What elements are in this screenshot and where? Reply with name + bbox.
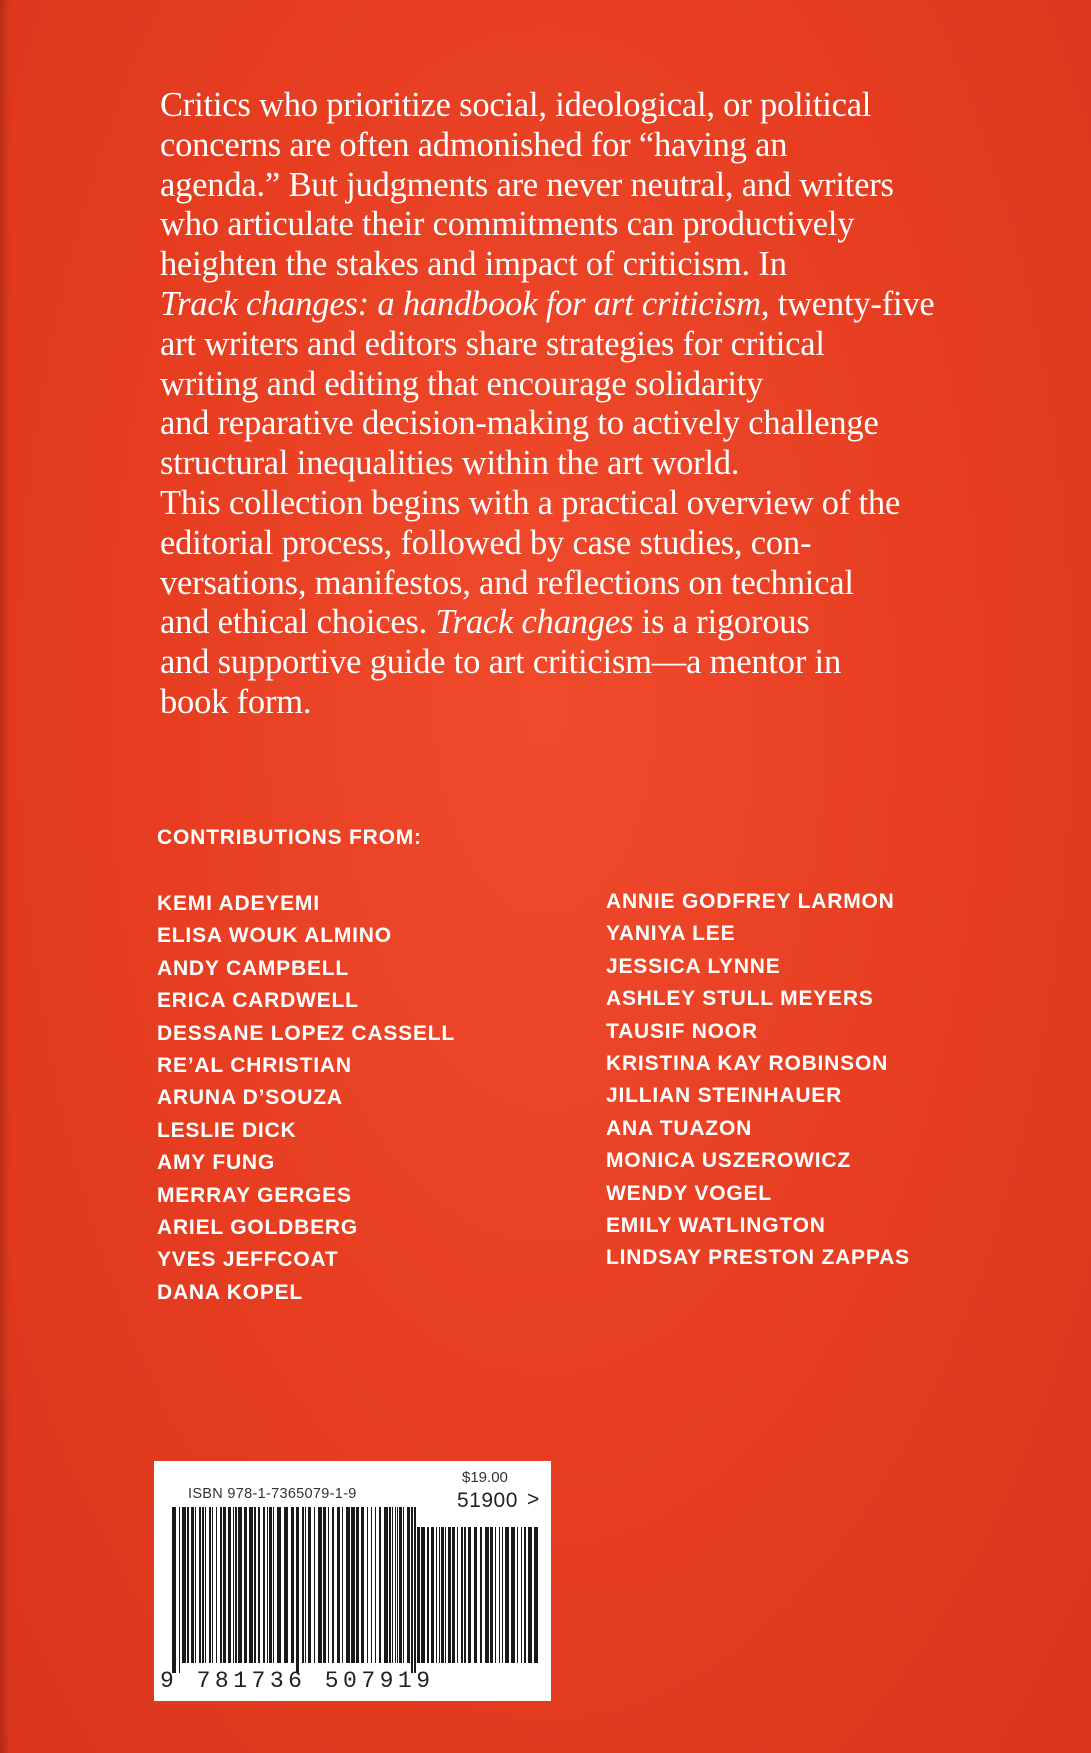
barcode-bar — [291, 1507, 294, 1663]
blurb-text-run: versations, manifestos, and reflections on technical — [160, 563, 854, 602]
contributor-name: KEMI ADEYEMI — [157, 892, 320, 915]
barcode-bar — [439, 1527, 440, 1663]
contributor-name: DANA KOPEL — [157, 1280, 304, 1304]
barcode-bar — [375, 1507, 376, 1663]
barcode-bar — [244, 1507, 247, 1663]
barcode-bar — [524, 1527, 526, 1663]
barcode-bar — [427, 1527, 429, 1663]
contributor-name: ANNIE GODFREY LARMON — [606, 890, 895, 913]
contributor-name: ELISA WOUK ALMINO — [157, 924, 392, 948]
barcode-bar — [195, 1507, 196, 1663]
barcode-bar — [464, 1527, 466, 1663]
blurb-line — [160, 285, 1000, 325]
barcode-bar — [332, 1507, 334, 1663]
contributor-name: WENDY VOGEL — [606, 1181, 772, 1205]
blurb-line — [160, 484, 1000, 524]
blurb-text-run: concerns are often admonished for “having an — [160, 125, 788, 164]
barcode-bar — [318, 1507, 322, 1663]
blurb-title-italic: Track changes: a handbook for art criticism — [160, 284, 761, 323]
blurb-text-run: heighten the stakes and impact of criticism. In — [160, 245, 787, 284]
barcode-bar — [534, 1527, 538, 1663]
barcode-bar — [490, 1527, 493, 1663]
blurb-text-run: is a rigorous — [633, 603, 810, 642]
contributor-name: RE’AL CHRISTIAN — [157, 1054, 352, 1078]
contributor-name: ANA TUAZON — [606, 1116, 753, 1140]
barcode-bar — [235, 1507, 237, 1663]
blurb-line — [160, 126, 1000, 166]
blurb-line — [160, 86, 1000, 126]
contributor-name: ARUNA D’SOUZA — [157, 1086, 343, 1110]
blurb-text-run: This collection begins with a practical overview of the — [160, 483, 901, 522]
barcode-bar — [249, 1507, 253, 1663]
barcode-bar — [480, 1527, 482, 1663]
barcode-icon — [170, 1507, 420, 1673]
contributor-name: TAUSIF NOOR — [606, 1019, 758, 1043]
barcode-bar — [436, 1527, 437, 1663]
blurb-text-run: and reparative decision-making to actively challenge — [160, 404, 879, 443]
contributors-left-column — [157, 888, 455, 1309]
barcode-bar — [228, 1507, 231, 1663]
barcode-bar — [452, 1527, 455, 1663]
barcode-bar — [305, 1507, 306, 1663]
barcode-bar — [356, 1507, 359, 1663]
blurb-text-run: art writers and editors share strategies for critical — [160, 324, 825, 363]
barcode-bar — [361, 1507, 364, 1663]
barcode-bar — [314, 1507, 315, 1663]
barcode-bar — [397, 1507, 398, 1663]
blurb-text-run: structural inequalities within the art world. — [160, 444, 740, 483]
blurb-title-italic: Track changes — [435, 603, 634, 642]
contributors-right-column — [606, 886, 910, 1275]
barcode-bar — [199, 1507, 201, 1663]
barcode-bar — [277, 1507, 281, 1663]
contributor-name: MONICA USZEROWICZ — [606, 1149, 851, 1173]
blurb-text-run: agenda.” But judgments are never neutral, and writers — [160, 165, 894, 204]
contributor-name: EMILY WATLINGTON — [606, 1214, 826, 1238]
blurb-line — [160, 245, 1000, 285]
isbn-number: ISBN 978-1-7365079-1-9 — [188, 1486, 357, 1502]
blurb-text-run: and ethical choices. — [160, 603, 436, 642]
barcode-bar — [474, 1527, 477, 1663]
barcode-bar — [182, 1507, 186, 1663]
blurb-line — [160, 205, 1000, 245]
barcode-label — [154, 1461, 551, 1701]
contributor-name: LINDSAY PRESTON ZAPPAS — [606, 1246, 910, 1270]
blurb-text — [160, 86, 1000, 723]
barcode-bar — [346, 1507, 350, 1663]
blurb-text-run: , twenty-five — [760, 284, 935, 323]
ean-digits: 9 781736 507919 — [160, 1668, 435, 1694]
barcode-bar — [263, 1507, 265, 1663]
contributor-name: MERRAY GERGES — [157, 1183, 352, 1207]
cover-spine-edge — [0, 0, 10, 1753]
blurb-line — [160, 603, 1000, 643]
barcode-bar — [445, 1527, 446, 1663]
barcode-bar — [328, 1507, 329, 1663]
barcode-bar — [505, 1527, 509, 1663]
barcode-bar — [457, 1527, 458, 1663]
barcode-bar — [267, 1507, 268, 1663]
addon-barcode-icon — [412, 1527, 542, 1673]
barcode-bar — [220, 1507, 222, 1663]
barcode-bar — [414, 1527, 416, 1663]
addon-arrow: > — [527, 1488, 540, 1511]
blurb-text-run: editorial process, followed by case studies, con- — [160, 523, 812, 562]
barcode-bar — [511, 1527, 515, 1663]
barcode-bar — [461, 1527, 463, 1663]
barcode-bar — [337, 1507, 340, 1663]
blurb-text-run: book form. — [160, 682, 312, 721]
blurb-text-run: and supportive guide to art criticism—a mentor in — [160, 643, 841, 682]
barcode-bar — [421, 1527, 425, 1663]
blurb-line — [160, 166, 1000, 206]
contributor-name: YVES JEFFCOAT — [157, 1248, 339, 1272]
barcode-bar — [448, 1527, 451, 1663]
barcode-bar — [205, 1507, 206, 1663]
barcode-bar — [399, 1507, 402, 1663]
barcode-bar — [233, 1507, 234, 1663]
barcode-bar — [216, 1507, 217, 1663]
barcode-bar — [172, 1507, 176, 1673]
barcode-bar — [499, 1527, 500, 1663]
barcode-bar — [407, 1507, 410, 1663]
barcode-bar — [431, 1527, 434, 1663]
barcode-bar — [179, 1507, 180, 1673]
barcode-bar — [517, 1527, 518, 1663]
contributions-heading: CONTRIBUTIONS FROM: — [157, 826, 422, 849]
barcode-bar — [209, 1507, 211, 1663]
price-addon-code: 51900 — [457, 1489, 518, 1512]
contributor-name: YANIYA LEE — [606, 922, 736, 946]
contributor-name: LESLIE DICK — [157, 1118, 297, 1142]
contributor-name: ARIEL GOLDBERG — [157, 1216, 358, 1240]
barcode-bar — [417, 1527, 420, 1663]
barcode-bar — [273, 1507, 274, 1663]
barcode-bar — [395, 1507, 396, 1663]
barcode-bar — [502, 1527, 503, 1663]
barcode-bar — [191, 1507, 194, 1663]
barcode-bar — [238, 1507, 242, 1663]
barcode-bar — [202, 1507, 204, 1663]
barcode-bar — [521, 1527, 522, 1663]
barcode-bar — [468, 1527, 471, 1663]
barcode-bar — [296, 1507, 299, 1673]
contributor-name: JILLIAN STEINHAUER — [606, 1084, 843, 1108]
barcode-bar — [441, 1527, 444, 1663]
contributor-name: KRISTINA KAY ROBINSON — [606, 1052, 889, 1076]
barcode-bar — [403, 1507, 404, 1663]
blurb-line — [160, 643, 1000, 683]
contributor-name: ASHLEY STULL MEYERS — [606, 987, 874, 1011]
barcode-bar — [284, 1507, 288, 1663]
barcode-bar — [485, 1527, 489, 1663]
blurb-line — [160, 404, 1000, 444]
contributor-name: JESSICA LYNNE — [606, 954, 781, 978]
blurb-line — [160, 365, 1000, 405]
barcode-bar — [342, 1507, 343, 1663]
barcode-bar — [212, 1507, 213, 1663]
blurb-line — [160, 524, 1000, 564]
contributor-name: ERICA CARDWELL — [157, 989, 359, 1013]
barcode-bar — [269, 1507, 272, 1663]
barcode-bar — [528, 1527, 532, 1663]
contributor-name: ANDY CAMPBELL — [157, 956, 350, 980]
blurb-text-run: writing and editing that encourage solidarity — [160, 364, 764, 403]
blurb-line — [160, 325, 1000, 365]
blurb-line — [160, 564, 1000, 604]
barcode-bar — [302, 1507, 304, 1663]
blurb-text-run: who articulate their commitments can productively — [160, 205, 855, 244]
barcode-bar — [389, 1507, 391, 1663]
barcode-bar — [258, 1507, 260, 1663]
blurb-line — [160, 444, 1000, 484]
barcode-bar — [254, 1507, 256, 1663]
barcode-bar — [379, 1507, 381, 1663]
price: $19.00 — [462, 1469, 508, 1486]
barcode-bar — [323, 1507, 326, 1663]
blurb-text-run: Critics who prioritize social, ideological, or political — [160, 86, 872, 124]
barcode-bar — [384, 1507, 388, 1663]
contributor-name: DESSANE LOPEZ CASSELL — [157, 1021, 456, 1045]
barcode-bar — [223, 1507, 226, 1663]
barcode-bar — [308, 1507, 311, 1663]
blurb-line — [160, 683, 1000, 723]
barcode-bar — [187, 1507, 189, 1663]
barcode-bar — [367, 1507, 368, 1663]
contributor-name: AMY FUNG — [157, 1151, 276, 1175]
barcode-bar — [351, 1507, 355, 1663]
barcode-bar — [495, 1527, 496, 1663]
barcode-bar — [371, 1507, 372, 1663]
barcode-bar — [392, 1507, 393, 1663]
